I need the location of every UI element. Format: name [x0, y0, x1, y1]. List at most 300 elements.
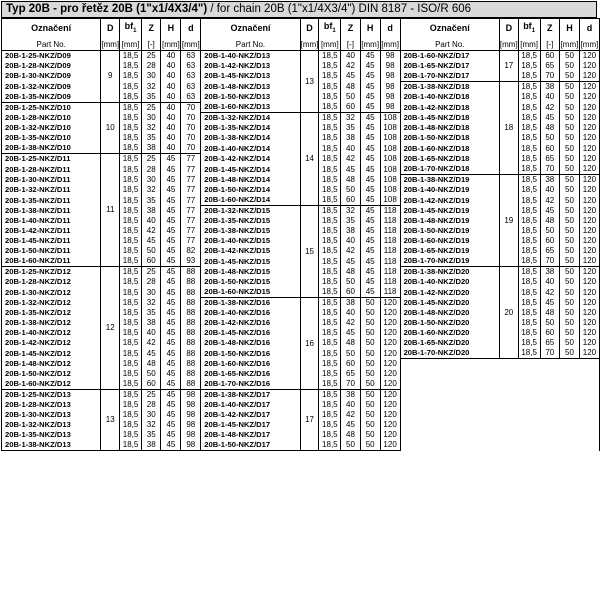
part-number: 20B-1-42-NKZ/D18	[400, 102, 499, 113]
bore-D: 17	[300, 390, 319, 451]
part-number: 20B-1-48-NKZ/D19	[400, 216, 499, 226]
Z-value: 50	[540, 226, 559, 236]
part-number: 20B-1-45-NKZ/D11	[2, 236, 101, 246]
part-number: 20B-1-60-NKZ/D19	[400, 236, 499, 246]
H-value: 50	[560, 256, 580, 267]
d-value: 118	[380, 206, 400, 217]
H-value: 45	[360, 246, 380, 256]
bf-value: 18,5	[319, 133, 341, 143]
Z-value: 60	[540, 328, 559, 338]
d-value: 98	[181, 400, 201, 410]
H-value: 45	[360, 277, 380, 287]
Z-value: 45	[341, 328, 360, 338]
H-value: 45	[360, 164, 380, 175]
H-value: 50	[560, 338, 580, 348]
part-number: 20B-1-30-NKZ/D12	[2, 287, 101, 298]
part-number: 20B-1-42-NKZ/D14	[201, 154, 300, 165]
empty-cell	[400, 390, 599, 401]
bf-value: 18,5	[120, 318, 142, 328]
d-value: 88	[181, 369, 201, 379]
bf-value: 18,5	[120, 216, 142, 226]
bf-value: 18,5	[518, 318, 540, 328]
H-value: 45	[161, 420, 181, 430]
H-value: 50	[360, 420, 380, 430]
Z-value: 60	[341, 359, 360, 370]
part-number: 20B-1-60-NKZ/D13	[201, 102, 300, 113]
empty-cell	[400, 410, 599, 420]
unit-D: [mm]	[101, 39, 120, 49]
Z-value: 48	[540, 216, 559, 226]
header-designation: Označení	[2, 19, 101, 39]
bf-value: 18,5	[120, 154, 142, 165]
d-value: 120	[380, 390, 400, 401]
H-value: 45	[161, 400, 181, 410]
part-number: 20B-1-38-NKZ/D15	[201, 226, 300, 236]
part-number: 20B-1-45-NKZ/D20	[400, 298, 499, 309]
Z-value: 45	[141, 348, 160, 359]
Z-value: 38	[141, 206, 160, 217]
H-value: 40	[161, 92, 181, 103]
part-number: 20B-1-50-NKZ/D12	[2, 369, 101, 379]
Z-value: 35	[341, 123, 360, 133]
header-Z: Z	[141, 19, 160, 39]
Z-value: 40	[141, 328, 160, 338]
H-value: 50	[560, 123, 580, 133]
bf-value: 18,5	[120, 175, 142, 186]
d-value: 70	[181, 143, 201, 154]
d-value: 77	[181, 195, 201, 206]
bf-value: 18,5	[518, 338, 540, 348]
part-number: 20B-1-28-NKZ/D11	[2, 164, 101, 175]
d-value: 120	[579, 92, 599, 103]
H-value: 45	[161, 287, 181, 298]
bf-value: 18,5	[319, 164, 341, 175]
part-number: 20B-1-65-NKZ/D20	[400, 338, 499, 348]
d-value: 120	[579, 154, 599, 165]
part-number: 20B-1-70-NKZ/D20	[400, 348, 499, 359]
Z-value: 48	[341, 175, 360, 186]
H-value: 45	[360, 267, 380, 278]
d-value: 63	[181, 92, 201, 103]
H-value: 45	[161, 328, 181, 338]
Z-value: 25	[141, 154, 160, 165]
part-number: 20B-1-65-NKZ/D18	[400, 154, 499, 165]
d-value: 120	[579, 328, 599, 338]
H-value: 45	[161, 175, 181, 186]
d-value: 88	[181, 298, 201, 309]
d-value: 70	[181, 123, 201, 133]
bf-value: 18,5	[518, 236, 540, 246]
part-number: 20B-1-60-NKZ/D12	[2, 379, 101, 390]
part-number: 20B-1-50-NKZ/D15	[201, 277, 300, 287]
H-value: 50	[560, 226, 580, 236]
bore-D: 12	[101, 267, 120, 390]
bf-value: 18,5	[120, 164, 142, 175]
header-H: H	[560, 19, 580, 39]
Z-value: 40	[341, 308, 360, 318]
Z-value: 70	[540, 348, 559, 359]
empty-cell	[400, 379, 599, 390]
Z-value: 35	[141, 92, 160, 103]
H-value: 50	[560, 164, 580, 175]
part-number: 20B-1-25-NKZ/D10	[2, 102, 101, 113]
H-value: 45	[161, 185, 181, 195]
H-value: 45	[161, 267, 181, 278]
bf-value: 18,5	[518, 206, 540, 217]
Z-value: 45	[341, 420, 360, 430]
d-value: 98	[181, 440, 201, 451]
empty-cell	[400, 420, 599, 430]
H-value: 45	[360, 256, 380, 267]
bf-value: 18,5	[120, 379, 142, 390]
Z-value: 42	[341, 318, 360, 328]
bf-value: 18,5	[120, 308, 142, 318]
H-value: 45	[360, 206, 380, 217]
part-number: 20B-1-70-NKZ/D16	[201, 379, 300, 390]
bf-value: 18,5	[319, 216, 341, 226]
bf-value: 18,5	[319, 430, 341, 440]
Z-value: 70	[540, 256, 559, 267]
bf-value: 18,5	[120, 348, 142, 359]
d-value: 70	[181, 113, 201, 124]
part-number: 20B-1-42-NKZ/D15	[201, 246, 300, 256]
Z-value: 40	[341, 143, 360, 154]
bore-D: 18	[499, 81, 518, 175]
H-value: 40	[161, 61, 181, 71]
part-number: 20B-1-45-NKZ/D18	[400, 113, 499, 124]
bf-value: 18,5	[120, 113, 142, 124]
part-number: 20B-1-42-NKZ/D20	[400, 287, 499, 298]
H-value: 40	[161, 143, 181, 154]
H-value: 40	[161, 113, 181, 124]
d-value: 98	[380, 92, 400, 103]
Z-value: 32	[141, 185, 160, 195]
part-number: 20B-1-38-NKZ/D13	[2, 440, 101, 451]
d-value: 88	[181, 379, 201, 390]
H-value: 50	[560, 143, 580, 154]
d-value: 120	[579, 133, 599, 143]
dimension-table	[1, 18, 600, 451]
part-number: 20B-1-40-NKZ/D20	[400, 277, 499, 287]
H-value: 40	[161, 133, 181, 143]
bf-value: 18,5	[319, 123, 341, 133]
bf-value: 18,5	[120, 267, 142, 278]
bf-value: 18,5	[518, 92, 540, 103]
Z-value: 28	[141, 277, 160, 287]
part-number: 20B-1-60-NKZ/D11	[2, 256, 101, 267]
d-value: 77	[181, 185, 201, 195]
d-value: 120	[579, 164, 599, 175]
Z-value: 42	[141, 226, 160, 236]
H-value: 50	[560, 236, 580, 246]
Z-value: 70	[341, 379, 360, 390]
Z-value: 70	[540, 71, 559, 82]
d-value: 120	[579, 256, 599, 267]
bf-value: 18,5	[319, 206, 341, 217]
bf-value: 18,5	[518, 81, 540, 92]
header-bf-subscript: 1	[133, 27, 137, 34]
part-number: 20B-1-48-NKZ/D12	[2, 359, 101, 370]
H-value: 50	[560, 308, 580, 318]
bf-value: 18,5	[319, 256, 341, 267]
part-number: 20B-1-32-NKZ/D14	[201, 113, 300, 124]
d-value: 108	[380, 123, 400, 133]
H-value: 50	[360, 338, 380, 348]
H-value: 50	[360, 379, 380, 390]
d-value: 88	[181, 287, 201, 298]
H-value: 45	[360, 226, 380, 236]
part-number: 20B-1-40-NKZ/D16	[201, 308, 300, 318]
part-number: 20B-1-30-NKZ/D13	[2, 410, 101, 420]
bf-value: 18,5	[319, 318, 341, 328]
part-number: 20B-1-50-NKZ/D14	[201, 185, 300, 195]
d-value: 120	[579, 143, 599, 154]
part-number: 20B-1-38-NKZ/D11	[2, 206, 101, 217]
H-value: 50	[360, 308, 380, 318]
header-d: d	[181, 19, 201, 39]
Z-value: 28	[141, 164, 160, 175]
Z-value: 45	[141, 236, 160, 246]
unit-Z: [-]	[341, 39, 360, 51]
Z-value: 45	[540, 113, 559, 124]
Z-value: 35	[141, 195, 160, 206]
part-number: 20B-1-40-NKZ/D12	[2, 328, 101, 338]
bore-D: 13	[101, 390, 120, 451]
bf-value: 18,5	[518, 277, 540, 287]
part-number: 20B-1-60-NKZ/D16	[201, 359, 300, 370]
bf-value: 18,5	[518, 143, 540, 154]
part-number: 20B-1-45-NKZ/D19	[400, 206, 499, 217]
Z-value: 30	[141, 410, 160, 420]
Z-value: 50	[341, 277, 360, 287]
Z-value: 65	[540, 246, 559, 256]
bf-value: 18,5	[120, 143, 142, 154]
Z-value: 38	[341, 133, 360, 143]
H-value: 45	[360, 123, 380, 133]
part-number: 20B-1-25-NKZ/D09	[2, 50, 101, 61]
bf-value: 18,5	[120, 50, 142, 61]
d-value: 120	[380, 379, 400, 390]
header-H: H	[360, 19, 380, 39]
H-value: 50	[360, 410, 380, 420]
d-value: 120	[579, 277, 599, 287]
d-value: 120	[380, 440, 400, 451]
Z-value: 50	[540, 133, 559, 143]
d-value: 120	[579, 175, 599, 186]
part-number: 20B-1-38-NKZ/D10	[2, 143, 101, 154]
H-value: 50	[560, 92, 580, 103]
Z-value: 35	[141, 430, 160, 440]
Z-value: 35	[141, 133, 160, 143]
table-title	[1, 1, 597, 18]
Z-value: 30	[141, 287, 160, 298]
bf-value: 18,5	[319, 369, 341, 379]
Z-value: 40	[540, 277, 559, 287]
unit-H: [mm]	[560, 39, 579, 49]
bf-value: 18,5	[518, 164, 540, 175]
bf-value: 18,5	[120, 287, 142, 298]
bf-value: 18,5	[518, 50, 540, 61]
H-value: 50	[560, 195, 580, 206]
Z-value: 48	[341, 81, 360, 92]
H-value: 45	[360, 133, 380, 143]
Z-value: 50	[341, 92, 360, 103]
Z-value: 50	[341, 348, 360, 359]
title-bold: Typ 20B - pro řetěz 20B (1"x1/4X3/4")	[6, 3, 208, 15]
Z-value: 25	[141, 102, 160, 113]
part-number: 20B-1-48-NKZ/D16	[201, 338, 300, 348]
H-value: 45	[161, 256, 181, 267]
Z-value: 38	[341, 390, 360, 401]
H-value: 50	[560, 277, 580, 287]
H-value: 45	[360, 143, 380, 154]
H-value: 45	[161, 369, 181, 379]
H-value: 45	[161, 359, 181, 370]
part-number: 20B-1-48-NKZ/D20	[400, 308, 499, 318]
part-number: 20B-1-50-NKZ/D19	[400, 226, 499, 236]
H-value: 50	[560, 348, 580, 359]
part-number: 20B-1-42-NKZ/D13	[201, 61, 300, 71]
d-value: 77	[181, 154, 201, 165]
bore-D: 9	[101, 50, 120, 102]
Z-value: 38	[540, 267, 559, 278]
d-value: 77	[181, 175, 201, 186]
d-value: 120	[579, 123, 599, 133]
Z-value: 50	[141, 369, 160, 379]
H-value: 45	[360, 71, 380, 82]
H-value: 45	[360, 236, 380, 246]
part-number: 20B-1-35-NKZ/D11	[2, 195, 101, 206]
part-number: 20B-1-48-NKZ/D17	[201, 430, 300, 440]
d-value: 120	[579, 338, 599, 348]
d-value: 82	[181, 246, 201, 256]
d-value: 118	[380, 256, 400, 267]
header-bf-subscript: 1	[531, 27, 536, 34]
bore-D: 17	[499, 50, 518, 81]
d-value: 98	[380, 71, 400, 82]
H-value: 50	[560, 61, 580, 71]
header-bf: $bf_1$	[518, 19, 540, 39]
d-value: 118	[380, 216, 400, 226]
part-number: 20B-1-45-NKZ/D17	[201, 420, 300, 430]
bf-value: 18,5	[319, 420, 341, 430]
d-value: 118	[380, 236, 400, 246]
bf-value: 18,5	[518, 328, 540, 338]
part-number: 20B-1-32-NKZ/D15	[201, 206, 300, 217]
header-Z: Z	[341, 19, 360, 39]
part-number: 20B-1-45-NKZ/D14	[201, 164, 300, 175]
bf-value: 18,5	[120, 102, 142, 113]
empty-cell	[400, 369, 599, 379]
table-row	[2, 390, 600, 401]
header-D: D	[101, 19, 120, 39]
part-number: 20B-1-32-NKZ/D13	[2, 420, 101, 430]
part-number: 20B-1-60-NKZ/D17	[400, 50, 499, 61]
d-value: 63	[181, 71, 201, 82]
H-value: 50	[560, 50, 580, 61]
unit-d: [mm]	[381, 39, 399, 49]
d-value: 77	[181, 206, 201, 217]
Z-value: 40	[341, 236, 360, 246]
bf-value: 18,5	[518, 102, 540, 113]
d-value: 120	[380, 308, 400, 318]
d-value: 120	[380, 410, 400, 420]
H-value: 40	[161, 81, 181, 92]
header-part-no: Part No.	[2, 39, 101, 51]
Z-value: 60	[540, 143, 559, 154]
bore-D: 11	[101, 154, 120, 267]
H-value: 45	[161, 277, 181, 287]
bf-value: 18,5	[319, 50, 341, 61]
unit-H: [mm]	[361, 39, 380, 49]
d-value: 120	[380, 298, 400, 309]
Z-value: 60	[141, 379, 160, 390]
header-Z: Z	[540, 19, 559, 39]
Z-value: 45	[540, 206, 559, 217]
d-value: 98	[380, 81, 400, 92]
H-value: 50	[560, 206, 580, 217]
d-value: 120	[579, 226, 599, 236]
bf-value: 18,5	[319, 71, 341, 82]
header-d: d	[380, 19, 400, 39]
bf-value: 18,5	[319, 308, 341, 318]
d-value: 120	[579, 287, 599, 298]
d-value: 120	[579, 236, 599, 246]
part-number: 20B-1-50-NKZ/D13	[201, 92, 300, 103]
H-value: 45	[161, 216, 181, 226]
d-value: 120	[380, 400, 400, 410]
bf-value: 18,5	[120, 81, 142, 92]
part-number: 20B-1-45-NKZ/D13	[201, 71, 300, 82]
Z-value: 25	[141, 390, 160, 401]
Z-value: 25	[141, 50, 160, 61]
empty-cell	[400, 440, 599, 451]
bore-D: 16	[300, 298, 319, 390]
H-value: 45	[161, 226, 181, 236]
bf-value: 18,5	[120, 195, 142, 206]
bf-value: 18,5	[319, 195, 341, 206]
Z-value: 50	[540, 318, 559, 328]
bf-value: 18,5	[120, 226, 142, 236]
d-value: 77	[181, 164, 201, 175]
H-value: 50	[360, 359, 380, 370]
header-designation: Označení	[400, 19, 499, 39]
Z-value: 70	[540, 164, 559, 175]
Z-value: 65	[341, 369, 360, 379]
bf-value: 18,5	[120, 369, 142, 379]
bf-value: 18,5	[319, 400, 341, 410]
d-value: 108	[380, 185, 400, 195]
Z-value: 32	[341, 206, 360, 217]
Z-value: 42	[540, 102, 559, 113]
empty-cell	[400, 359, 599, 370]
d-value: 120	[380, 338, 400, 348]
H-value: 45	[360, 50, 380, 61]
Z-value: 50	[341, 440, 360, 451]
d-value: 120	[579, 308, 599, 318]
bf-value: 18,5	[319, 287, 341, 298]
H-value: 45	[360, 92, 380, 103]
bore-D: 14	[300, 113, 319, 206]
part-number: 20B-1-25-NKZ/D11	[2, 154, 101, 165]
bf-value: 18,5	[319, 236, 341, 246]
unit-d: [mm]	[580, 39, 599, 49]
Z-value: 32	[141, 81, 160, 92]
unit-Z: [-]	[141, 39, 160, 51]
part-number: 20B-1-38-NKZ/D16	[201, 298, 300, 309]
Z-value: 40	[341, 50, 360, 61]
bf-value: 18,5	[120, 236, 142, 246]
